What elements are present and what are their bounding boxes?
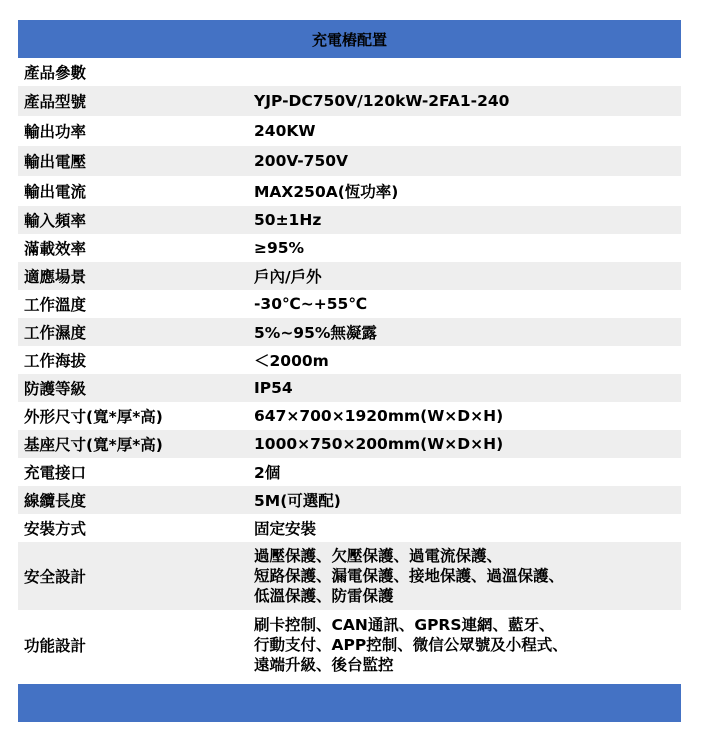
table-row bbox=[18, 206, 681, 234]
table-title-text: 充電樁配置 bbox=[311, 30, 387, 49]
row-value bbox=[254, 615, 681, 675]
row-label: 滿載效率 bbox=[24, 240, 87, 258]
row-label: 工作濕度 bbox=[24, 324, 87, 342]
table-row bbox=[18, 542, 681, 610]
row-label: 功能設計 bbox=[24, 637, 87, 655]
table-row bbox=[18, 290, 681, 318]
row-label: 適應場景 bbox=[24, 268, 87, 286]
value-line: 行動支付、APP控制、微信公眾號及小程式、 bbox=[254, 636, 568, 654]
row-value: ＜2000m bbox=[254, 352, 329, 370]
row-value bbox=[254, 546, 681, 606]
row-label: 產品型號 bbox=[24, 93, 87, 111]
table-row bbox=[18, 146, 681, 176]
table-row bbox=[18, 176, 681, 206]
row-label: 輸入頻率 bbox=[24, 212, 87, 230]
table-row bbox=[18, 346, 681, 374]
row-label: 產品參數 bbox=[24, 64, 87, 82]
row-value: 1000×750×200mm(W×D×H) bbox=[254, 435, 504, 453]
table-row bbox=[18, 116, 681, 146]
row-value: 200V-750V bbox=[254, 152, 349, 170]
row-value: 240KW bbox=[254, 122, 316, 140]
row-value: 2個 bbox=[254, 464, 281, 482]
row-value: 固定安裝 bbox=[254, 520, 317, 538]
row-value: 5%~95%無凝露 bbox=[254, 324, 377, 342]
row-label: 輸出電壓 bbox=[24, 153, 87, 171]
value-line: 刷卡控制、CAN通訊、GPRS連網、藍牙、 bbox=[254, 616, 555, 634]
table-row bbox=[18, 86, 681, 116]
row-label: 工作溫度 bbox=[24, 296, 87, 314]
row-label: 外形尺寸(寬*厚*高) bbox=[24, 408, 163, 426]
value-line: 低溫保護、防雷保護 bbox=[254, 587, 394, 605]
row-value: -30℃~+55℃ bbox=[254, 295, 368, 313]
row-label: 輸出功率 bbox=[24, 123, 87, 141]
row-label: 輸出電流 bbox=[24, 183, 87, 201]
table-row bbox=[18, 458, 681, 486]
row-value: ≥95% bbox=[254, 239, 305, 257]
value-line: 遠端升級、後台監控 bbox=[254, 656, 394, 674]
row-label: 工作海拔 bbox=[24, 352, 87, 370]
table-footer-bar bbox=[18, 684, 681, 722]
row-label: 防護等級 bbox=[24, 380, 87, 398]
row-value: 50±1Hz bbox=[254, 211, 322, 229]
table-row bbox=[18, 430, 681, 458]
row-value: YJP-DC750V/120kW-2FA1-240 bbox=[254, 92, 510, 110]
row-value: 647×700×1920mm(W×D×H) bbox=[254, 407, 504, 425]
table-row bbox=[18, 514, 681, 542]
table-row bbox=[18, 402, 681, 430]
row-label: 線纜長度 bbox=[24, 492, 87, 510]
value-line: 過壓保護、欠壓保護、過電流保護、 bbox=[254, 547, 503, 565]
row-value: 戶內/戶外 bbox=[254, 268, 322, 286]
table-row bbox=[18, 262, 681, 290]
row-label: 充電接口 bbox=[24, 464, 87, 482]
spec-table bbox=[18, 20, 681, 722]
table-row bbox=[18, 610, 681, 680]
table-row bbox=[18, 486, 681, 514]
row-label: 基座尺寸(寬*厚*高) bbox=[24, 436, 163, 454]
table-row bbox=[18, 234, 681, 262]
table-title bbox=[18, 20, 681, 58]
row-label: 安全設計 bbox=[24, 568, 87, 586]
value-line: 短路保護、漏電保護、接地保護、過溫保護、 bbox=[254, 567, 565, 585]
table-row bbox=[18, 318, 681, 346]
row-value: IP54 bbox=[254, 379, 293, 397]
row-label: 安裝方式 bbox=[24, 520, 87, 538]
row-value: 5M(可選配) bbox=[254, 492, 341, 510]
row-value: MAX250A(恆功率) bbox=[254, 183, 399, 201]
table-row bbox=[18, 374, 681, 402]
table-row bbox=[18, 58, 681, 86]
